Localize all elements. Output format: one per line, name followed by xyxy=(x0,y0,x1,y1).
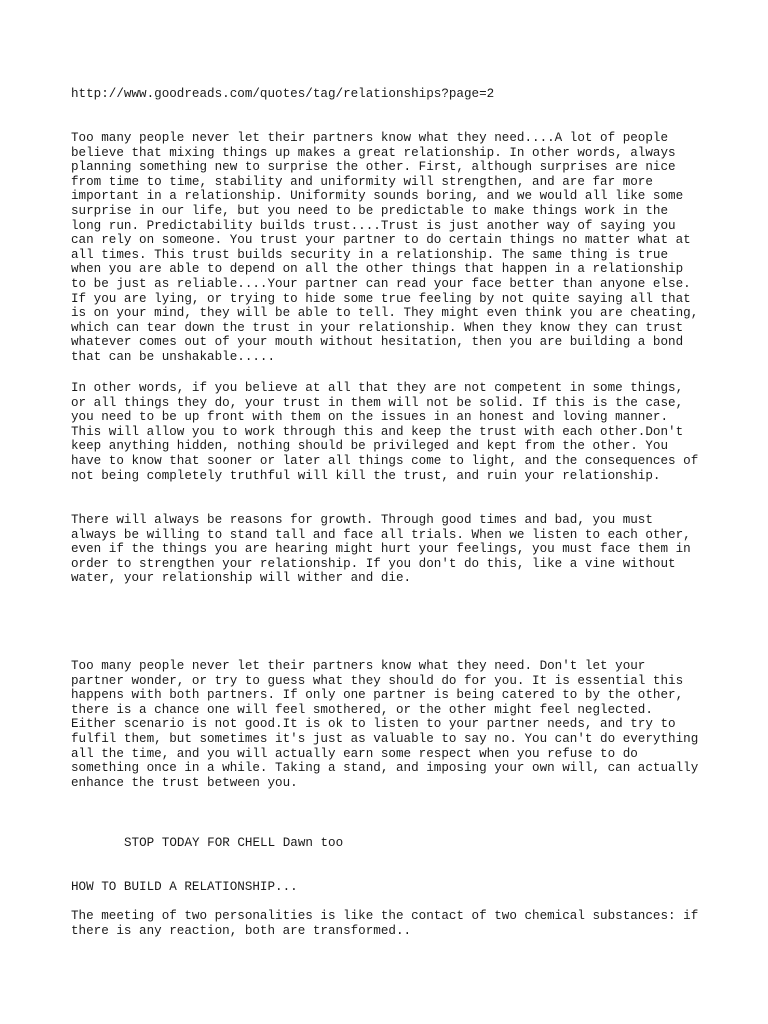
paragraph-growth: There will always be reasons for growth. Through good times and bad, you must always be willing to stand tall and face all trials. When we listen to each other, even if the things you are hearing might hurt your feelings, you must face them in order to strengthen your relationship. If you don't do this, like a vine without water, your relationship will wither and die. xyxy=(71,513,691,586)
section-heading: HOW TO BUILD A RELATIONSHIP... xyxy=(71,880,298,894)
paragraph-chemistry: The meeting of two personalities is like the contact of two chemical substances: if there is any reaction, both are transformed.. xyxy=(71,909,699,938)
paragraph-competence: In other words, if you believe at all that they are not competent in some things, or all things they do, your trust in them will not be solid. If this is the case, you need to be up front with them on the issues in an honest and loving manner. This will allow you to work through this and keep the trust with each other.Don't keep anything hidden, nothing should be privileged and kept from the other. You have to know that sooner or later all things come to light, and the consequences of not being completely truthful will kill the trust, and ruin your relationship. xyxy=(71,381,699,483)
stop-today-line: STOP TODAY FOR CHELL Dawn too xyxy=(124,836,344,850)
source-url: http://www.goodreads.com/quotes/tag/relationships?page=2 xyxy=(71,87,495,101)
paragraph-needs: Too many people never let their partners know what they need. Don't let your partner wonder, or try to guess what they should do for you. It is essential this happens with both partners. If only one partner is being catered to by the other, there is a chance one will feel smothered, or the other might feel neglected. Either scenario is not good.It is ok to listen to your partner needs, and try to fulfil them, but sometimes it's just as valuable to say no. You can't do everything all the time, and you will actually earn some respect when you refuse to do something once in a while. Taking a stand, and imposing your own will, can actually enhance the trust between you. xyxy=(71,659,699,790)
paragraph-trust: Too many people never let their partners know what they need....A lot of people believe that mixing things up makes a great relationship. In other words, always planning something new to surprise the other. First, although surprises are nice from time to time, stability and uniformity will strengthen, and are far more important in a relationship. Uniformity sounds boring, and we would all like some surprise in our life, but you need to be predictable to make things work in the long run. Predictability builds trust....Trust is just another way of saying you can rely on someone. You trust your partner to do certain things no matter what at all times. This trust builds security in a relationship. The same thing is true when you are able to depend on all the other things that happen in a relationship to be just as reliable....Your partner can read your face better than anyone else. If you are lying, or trying to hide some true feeling by not quite saying all that is on your mind, they will be able to tell. They might even think you are cheating, which can tear down the trust in your relationship. When they know they can trust whatever comes out of your mouth without hesitation, then you are building a bond that can be unshakable..... xyxy=(71,131,699,364)
